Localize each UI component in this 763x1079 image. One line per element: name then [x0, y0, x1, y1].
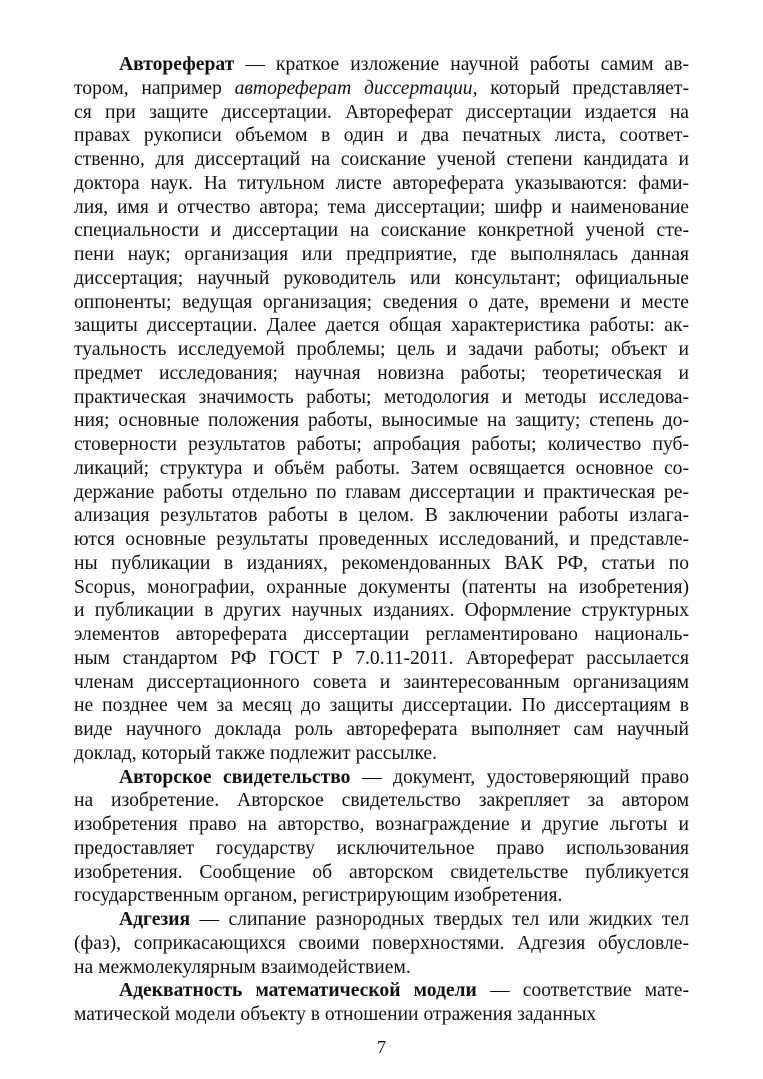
body-text: (фаз), соприкасающихся своими поверхностями. Адгезия обусловле-	[74, 932, 689, 954]
text-line	[74, 979, 689, 1003]
body-text: практическая значимость работы; методология и методы исследова-	[74, 386, 689, 408]
text-line	[74, 932, 689, 956]
text-line	[74, 599, 689, 623]
body-text: стоверности результатов работы; апробация работы; количество пуб-	[74, 434, 689, 455]
body-text: ются основные результаты проведенных исследований, и представле-	[74, 529, 689, 550]
text-line	[74, 837, 689, 861]
body-text: доклад, который также подлежит рассылке.	[74, 742, 438, 764]
body-text: оппоненты; ведущая организация; сведения о дате, времени и месте	[74, 291, 689, 313]
text-line	[74, 101, 689, 125]
entry-avtoreferat	[74, 53, 689, 766]
body-text: ния; основные положения работы, выносимые на защиту; степень до-	[74, 410, 689, 432]
body-text: предмет исследования; научная новизна работы; теоретическая и	[74, 362, 689, 384]
body-text: на изобретение. Авторское свидетельство закрепляет за автором	[74, 790, 689, 812]
body-text: специальности и диссертации на соискание конкретной ученой сте-	[74, 220, 689, 242]
text-line	[74, 433, 689, 457]
text-line	[74, 956, 689, 980]
body-text: Scopus, монографии, охранные документы (патенты на изобретения)	[74, 576, 689, 598]
text-line	[74, 742, 689, 766]
body-text: изобретения право на авторство, вознаграждение и другие льготы и	[74, 814, 689, 835]
body-text: на межмолекулярным взаимодействием.	[74, 956, 411, 978]
text-line	[74, 386, 689, 410]
text-line	[74, 219, 689, 243]
text-line	[74, 409, 689, 433]
text-line	[74, 172, 689, 196]
text-line	[74, 861, 689, 885]
body-text: — соответствие мате-	[476, 980, 690, 1002]
text-line	[74, 1003, 689, 1027]
body-text: и публикации в других научных изданиях. Оформление структурных	[74, 600, 689, 622]
text-line	[74, 884, 689, 908]
text-line	[74, 267, 689, 291]
body-text: матической модели объекту в отношении отражения заданных	[74, 1004, 597, 1025]
body-text: держание работы отдельно по главам диссертации и практическая ре-	[74, 481, 689, 503]
entry-adgeziya	[74, 908, 689, 979]
body-text: виде научного доклада роль автореферата выполняет сам научный	[74, 719, 689, 740]
body-text: туальность исследуемой проблемы; цель и задачи работы; объект и	[74, 339, 689, 360]
text-line	[74, 671, 689, 695]
body-text: защиты диссертации. Далее дается общая характеристика работы: ак-	[74, 315, 689, 337]
body-text: доктора наук. На титульном листе автореферата указываются: фами-	[74, 172, 689, 194]
body-text: элементов автореферата диссертации регламентировано националь-	[74, 624, 689, 645]
text-line	[74, 243, 689, 267]
text-line	[74, 291, 689, 315]
text-line	[74, 718, 689, 742]
text-line	[74, 647, 689, 671]
body-text: ализация результатов работы в целом. В заключении работы излага-	[74, 505, 689, 527]
term-heading: Авторское свидетельство	[119, 766, 351, 788]
term-heading: Адекватность математической модели	[119, 980, 477, 1002]
body-text: — краткое изложение научной работы самим ав-	[234, 54, 689, 75]
body-text: ся при защите диссертации. Автореферат диссертации издается на	[74, 101, 689, 123]
text-line	[74, 504, 689, 528]
body-text: членам диссертационного совета и заинтересованным организациям	[74, 671, 689, 693]
body-text: государственным органом, регистрирующим изобретения.	[74, 885, 563, 907]
body-text: — слипание разнородных твердых тел или жидких тел	[190, 909, 689, 930]
body-text: правах рукописи объемом в один и два печатных листа, соответ-	[74, 125, 689, 147]
body-text: ным стандартом РФ ГОСТ Р 7.0.11-2011. Автореферат рассылается	[74, 647, 689, 669]
text-line	[74, 362, 689, 386]
entry-adekvatnost-matematicheskoy-modeli	[74, 979, 689, 1027]
body-text: ны публикации в изданиях, рекомендованных ВАК РФ, статьи по	[74, 552, 689, 574]
text-line	[74, 552, 689, 576]
body-text: ликаций; структура и объём работы. Затем освящается основное со-	[74, 457, 689, 479]
text-line	[74, 314, 689, 338]
text-line	[74, 694, 689, 718]
body-text: — документ, удостоверяющий право	[350, 766, 690, 788]
text-line	[74, 77, 689, 101]
entry-avtorskoe-svidetelstvo	[74, 766, 689, 909]
text-line	[74, 813, 689, 837]
text-line	[74, 623, 689, 647]
text-line	[74, 148, 689, 172]
term-heading: Автореферат	[119, 54, 235, 75]
text-line	[74, 481, 689, 505]
text-line	[74, 528, 689, 552]
body-text: не позднее чем за месяц до защиты диссертации. По диссертациям в	[74, 695, 689, 717]
body-text: ственно, для диссертаций на соискание ученой степени кандидата и	[74, 149, 689, 170]
body-text: тором, например	[74, 77, 235, 99]
body-text: лия, имя и отчество автора; тема диссертации; шифр и наименование	[74, 196, 689, 218]
body-text: , который представляет-	[472, 77, 689, 99]
text-line	[74, 576, 689, 600]
emphasis-text: автореферат диссертации	[234, 77, 473, 99]
page-number: 7	[377, 1037, 386, 1057]
body-text: диссертация; научный руководитель или консультант; официальные	[74, 267, 689, 289]
text-line	[74, 338, 689, 362]
glossary-text	[74, 53, 689, 1027]
text-line	[74, 196, 689, 220]
text-line	[74, 53, 689, 77]
text-line	[74, 766, 689, 790]
text-line	[74, 789, 689, 813]
text-line	[74, 908, 689, 932]
body-text: пени наук; организация или предприятие, где выполнялась данная	[74, 244, 689, 265]
text-line	[74, 457, 689, 481]
body-text: изобретения. Сообщение об авторском свидетельстве публикуется	[74, 861, 689, 883]
text-line	[74, 124, 689, 148]
body-text: предоставляет государству исключительное право использования	[74, 837, 689, 859]
term-heading: Адгезия	[119, 909, 191, 930]
